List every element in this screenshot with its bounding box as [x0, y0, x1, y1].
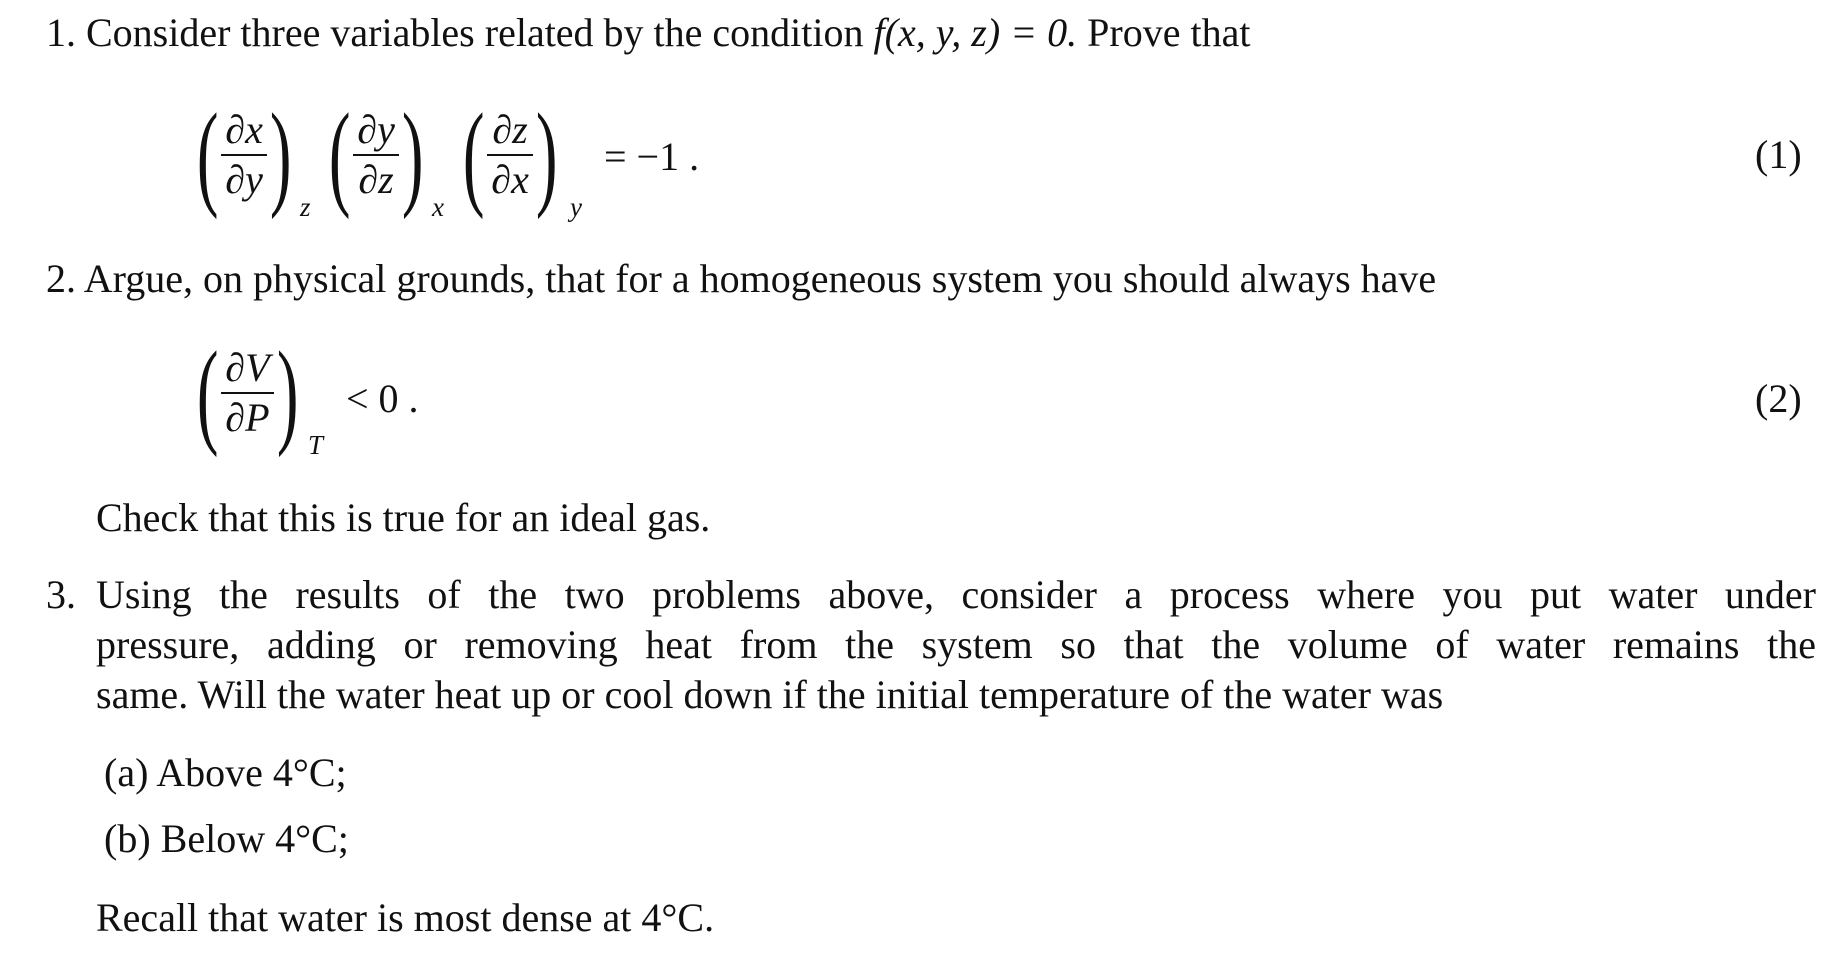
problem-1-condition: f(x, y, z) = 0.	[873, 10, 1078, 55]
equation-2-rhs: < 0 .	[346, 376, 419, 421]
fraction-bar	[487, 154, 533, 156]
problem-2-check: Check that this is true for an ideal gas.	[96, 495, 711, 540]
pd2-denominator: ∂z	[358, 157, 394, 202]
problem-1-tail: Prove that	[1087, 10, 1251, 55]
pd3-subscript: y	[570, 192, 582, 222]
problem-2-statement	[46, 256, 1436, 302]
pd2-subscript: x	[432, 192, 444, 222]
problem-2-text: Argue, on physical grounds, that for a homogeneous system you should always have	[83, 256, 1437, 301]
problem-1-number: 1.	[46, 10, 76, 55]
problem-3-number: 3.	[46, 572, 76, 617]
partial-derivative-dv-dp: ( $\frac{\partial V}{\partial P}$ )	[196, 327, 298, 458]
dp-denominator: ∂P	[225, 395, 270, 440]
item-b-label: (b)	[104, 816, 151, 861]
problem-3-line-1: Using the results of the two problems above, consider a process where you put water under	[96, 572, 1816, 617]
problem-3-item-b	[104, 816, 349, 862]
partial-derivative-1: ( $\frac{\partial x}{\partial y}$ )	[196, 89, 292, 220]
partial-derivative-2: ( $\frac{\partial y}{\partial z}$ )	[328, 89, 424, 220]
dv-dp-subscript: T	[308, 430, 324, 460]
equation-2-number: (2)	[1755, 376, 1802, 421]
fraction-bar	[221, 392, 273, 394]
item-a-label: (a)	[104, 750, 149, 795]
equation-1-rhs: = −1 .	[604, 134, 700, 179]
problem-3-line-2: pressure, adding or removing heat from the system so that the volume of water remains the	[96, 622, 1816, 667]
pd1-numerator: ∂x	[225, 107, 263, 152]
dv-numerator: ∂V	[225, 345, 270, 390]
fraction-bar	[221, 154, 267, 156]
equation-1-number: (1)	[1755, 132, 1802, 177]
item-a-text: Above 4°C;	[156, 750, 347, 795]
pd1-denominator: ∂y	[225, 157, 263, 202]
problem-2-number: 2.	[46, 256, 76, 301]
problem-3-line-3: same. Will the water heat up or cool down if the initial temperature of the water was	[96, 672, 1444, 717]
pd2-numerator: ∂y	[357, 107, 395, 152]
problem-3-recall: Recall that water is most dense at 4°C.	[96, 895, 715, 940]
problem-1-intro: Consider three variables related by the condition	[86, 10, 864, 55]
pd3-denominator: ∂x	[491, 157, 529, 202]
fraction-bar	[353, 154, 399, 156]
pd1-subscript: z	[300, 192, 311, 222]
pd3-numerator: ∂z	[492, 107, 528, 152]
item-b-text: Below 4°C;	[160, 816, 349, 861]
partial-derivative-3: ( $\frac{\partial z}{\partial x}$ )	[462, 89, 558, 220]
problem-1-statement	[46, 10, 1250, 56]
problem-3-item-a	[104, 750, 347, 796]
